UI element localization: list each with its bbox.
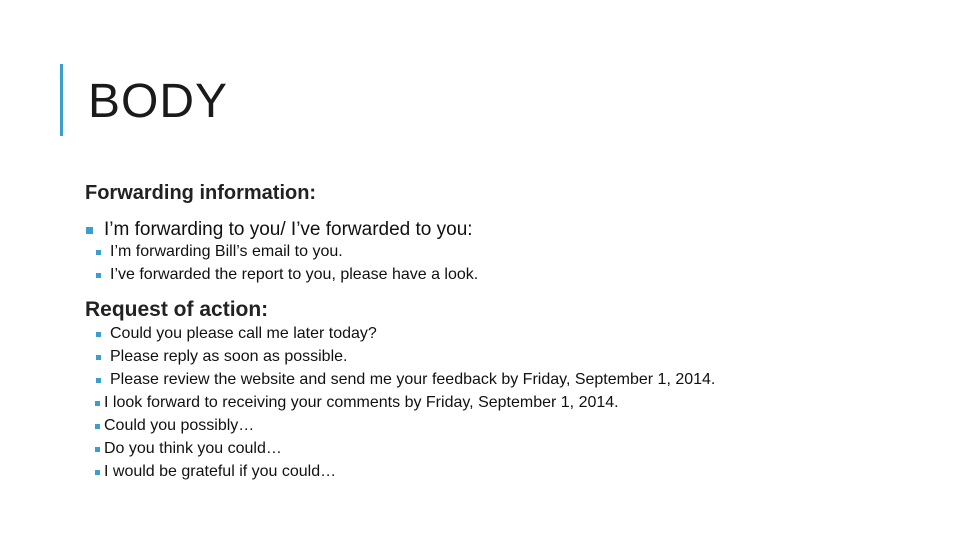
- square-bullet-icon: [96, 378, 101, 383]
- request-bullet-item: [96, 325, 377, 343]
- bullet-item-forwarding: [86, 219, 473, 241]
- request-bullet-text: Please reply as soon as possible.: [110, 348, 348, 365]
- square-bullet-icon: [96, 332, 101, 337]
- square-bullet-icon: [96, 273, 101, 278]
- request-bullet-item: [95, 417, 254, 435]
- square-bullet-icon: [95, 401, 100, 406]
- square-bullet-icon: [86, 227, 93, 234]
- request-bullet-text: Please review the website and send me your feedback by Friday, September 1, 2014.: [110, 371, 716, 388]
- slide-title: BODY: [88, 75, 229, 128]
- title-accent-bar: [60, 64, 63, 136]
- request-bullet-item: [96, 348, 347, 366]
- section-heading-forwarding: Forwarding information:: [85, 182, 317, 204]
- sub-bullet-item: [96, 266, 478, 284]
- square-bullet-icon: [95, 447, 100, 452]
- sub-bullet-item: [96, 243, 343, 261]
- square-bullet-icon: [96, 250, 101, 255]
- request-bullet-item: [96, 371, 715, 389]
- request-bullet-item: [95, 394, 619, 412]
- bullet-text: I’m forwarding to you/ I’ve forwarded to you:: [104, 219, 473, 240]
- request-bullet-item: [95, 440, 282, 458]
- request-bullet-text: I would be grateful if you could…: [104, 463, 337, 480]
- section-heading-request: Request of action:: [85, 298, 269, 321]
- request-bullet-text: I look forward to receiving your comments by Friday, September 1, 2014.: [104, 394, 619, 411]
- square-bullet-icon: [95, 470, 100, 475]
- request-bullet-text: Could you please call me later today?: [110, 325, 377, 342]
- square-bullet-icon: [95, 424, 100, 429]
- square-bullet-icon: [96, 355, 101, 360]
- request-bullet-text: Do you think you could…: [104, 440, 282, 457]
- sub-bullet-text: I’ve forwarded the report to you, please have a look.: [110, 266, 479, 283]
- request-bullet-item: [95, 463, 336, 481]
- request-bullet-text: Could you possibly…: [104, 417, 255, 434]
- sub-bullet-text: I’m forwarding Bill’s email to you.: [110, 243, 343, 260]
